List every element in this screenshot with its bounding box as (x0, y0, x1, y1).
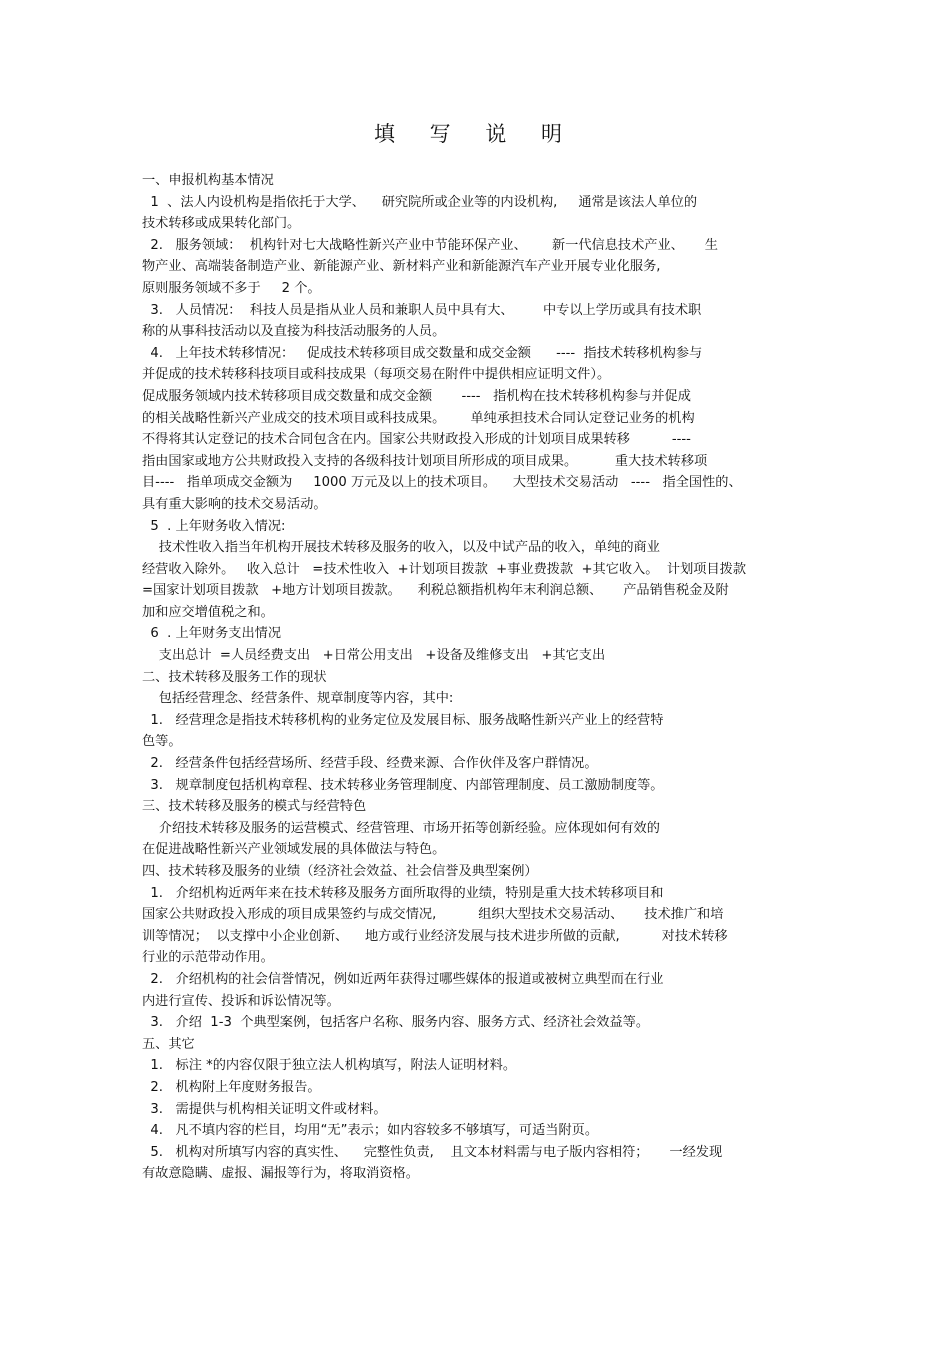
text-line: 国家公共财政投入形成的项目成果签约与成交情况, 组织大型技术交易活动、 技术推广和培 (142, 907, 724, 923)
text-line: 不得将其认定登记的技术合同包含在内。国家公共财政投入形成的计划项目成果转移 ---- (142, 432, 691, 448)
text-line: 2. 介绍机构的社会信誉情况，例如近两年获得过哪些媒体的报道或被树立典型而在行业 (142, 971, 664, 987)
text-line: 指由国家或地方公共财政投入支持的各级科技计划项目所形成的项目成果。 重大技术转移项 (142, 453, 708, 469)
text-line: 2. 机构附上年度财务报告。 (142, 1079, 321, 1095)
text-line: 目---- 指单项成交金额为 1000 万元及以上的技术项目。 大型技术交易活动 ---- 指全国性的、 (142, 475, 742, 491)
text-line: 4. 上年技术转移情况： 促成技术转移项目成交数量和成交金额 ---- 指技术转移机构参与 (142, 345, 703, 361)
text-line: 并促成的技术转移科技项目或科技成果（每项交易在附件中提供相应证明文件）。 (142, 367, 611, 383)
text-line: 支出总计 =人员经费支出 +日常公用支出 +设备及维修支出 +其它支出 (142, 648, 606, 664)
text-line: 色等。 (142, 734, 182, 750)
text-line: 1. 经营理念是指技术转移机构的业务定位及发展目标、服务战略性新兴产业上的经营特 (142, 712, 664, 728)
text-line: 包括经营理念、经营条件、规章制度等内容，其中: (142, 691, 454, 707)
text-line: 有故意隐瞒、虚报、漏报等行为，将取消资格。 (142, 1166, 419, 1182)
text-line: 3. 人员情况： 科技人员是指从业人员和兼职人员中具有大、 中专以上学历或具有技术职 (142, 302, 702, 318)
text-line: 5. 机构对所填写内容的真实性、 完整性负责, 且文本材料需与电子版内容相符； 一经发现 (142, 1144, 723, 1160)
text-line: 3. 规章制度包括机构章程、技术转移业务管理制度、内部管理制度、员工激励制度等。 (142, 777, 664, 793)
text-line: 三、技术转移及服务的模式与经营特色 (142, 799, 367, 815)
text-line: 四、技术转移及服务的业绩（经济社会效益、社会信誉及典型案例） (142, 864, 538, 879)
text-line: 经营收入除外。 收入总计 =技术性收入 +计划项目拨款 +事业费拨款 +其它收入。 计划项目拨款 (142, 561, 747, 577)
text-line: 技术性收入指当年机构开展技术转移及服务的收入，以及中试产品的收入，单纯的商业 (142, 540, 660, 556)
text-line: 加和应交增值税之和。 (142, 604, 274, 620)
text-line: 二、技术转移及服务工作的现状 (142, 669, 327, 685)
text-line: 1. 介绍机构近两年来在技术转移及服务方面所取得的业绩，特别是重大技术转移项目和 (142, 885, 664, 901)
text-line: 具有重大影响的技术交易活动。 (142, 496, 327, 512)
text-line: 行业的示范带动作用。 (142, 950, 274, 966)
text-line: 训等情况； 以支撑中小企业创新、 地方或行业经济发展与技术进步所做的贡献, 对技术转移 (142, 928, 728, 944)
text-line: 原则服务领域不多于 2 个。 (142, 280, 321, 296)
text-line: 6 . 上年财务支出情况 (142, 626, 282, 642)
text-line: 在促进战略性新兴产业领域发展的具体做法与特色。 (142, 842, 446, 858)
text-line: 内进行宣传、投诉和诉讼情况等。 (142, 993, 340, 1009)
text-line: 2. 经营条件包括经营场所、经营手段、经费来源、合作伙伴及客户群情况。 (142, 756, 598, 772)
text-line: 5 . 上年财务收入情况: (142, 518, 286, 534)
text-line: 1. 标注 *的内容仅限于独立法人机构填写，附法人证明材料。 (142, 1058, 517, 1074)
text-line: 1 、法人内设机构是指依托于大学、 研究院所或企业等的内设机构, 通常是该法人单位的 (142, 194, 698, 210)
text-line: 五、其它 (142, 1036, 195, 1052)
text-line: 3. 需提供与机构相关证明文件或材料。 (142, 1101, 387, 1117)
text-line: 2. 服务领域： 机构针对七大战略性新兴产业中节能环保产业、 新一代信息技术产业、 生 (142, 237, 718, 253)
text-line: 促成服务领域内技术转移项目成交数量和成交金额 ---- 指机构在技术转移机构参与并促成 (142, 388, 691, 404)
document-title: 填 写 说 明 (373, 122, 577, 146)
text-line: 物产业、高端装备制造产业、新能源产业、新材料产业和新能源汽车产业开展专业化服务, (142, 259, 661, 275)
text-line: =国家计划项目拨款 +地方计划项目拨款。 利税总额指机构年末利润总额、 产品销售税金及附 (142, 583, 729, 599)
text-line: 的相关战略性新兴产业成交的技术项目或科技成果。 单纯承担技术合同认定登记业务的机构 (142, 410, 695, 426)
text-line: 介绍技术转移及服务的运营模式、经营管理、市场开拓等创新经验。应体现如何有效的 (142, 820, 660, 836)
text-line: 4. 凡不填内容的栏目，均用“无”表示；如内容较多不够填写，可适当附页。 (142, 1123, 599, 1139)
text-line: 技术转移或成果转化部门。 (142, 216, 301, 232)
text-line: 称的从事科技活动以及直接为科技活动服务的人员。 (142, 324, 446, 340)
document-body (142, 170, 810, 1185)
text-line: 一、申报机构基本情况 (142, 173, 274, 188)
text-line: 3. 介绍 1-3 个典型案例，包括客户名称、服务内容、服务方式、经济社会效益等。 (142, 1015, 650, 1031)
